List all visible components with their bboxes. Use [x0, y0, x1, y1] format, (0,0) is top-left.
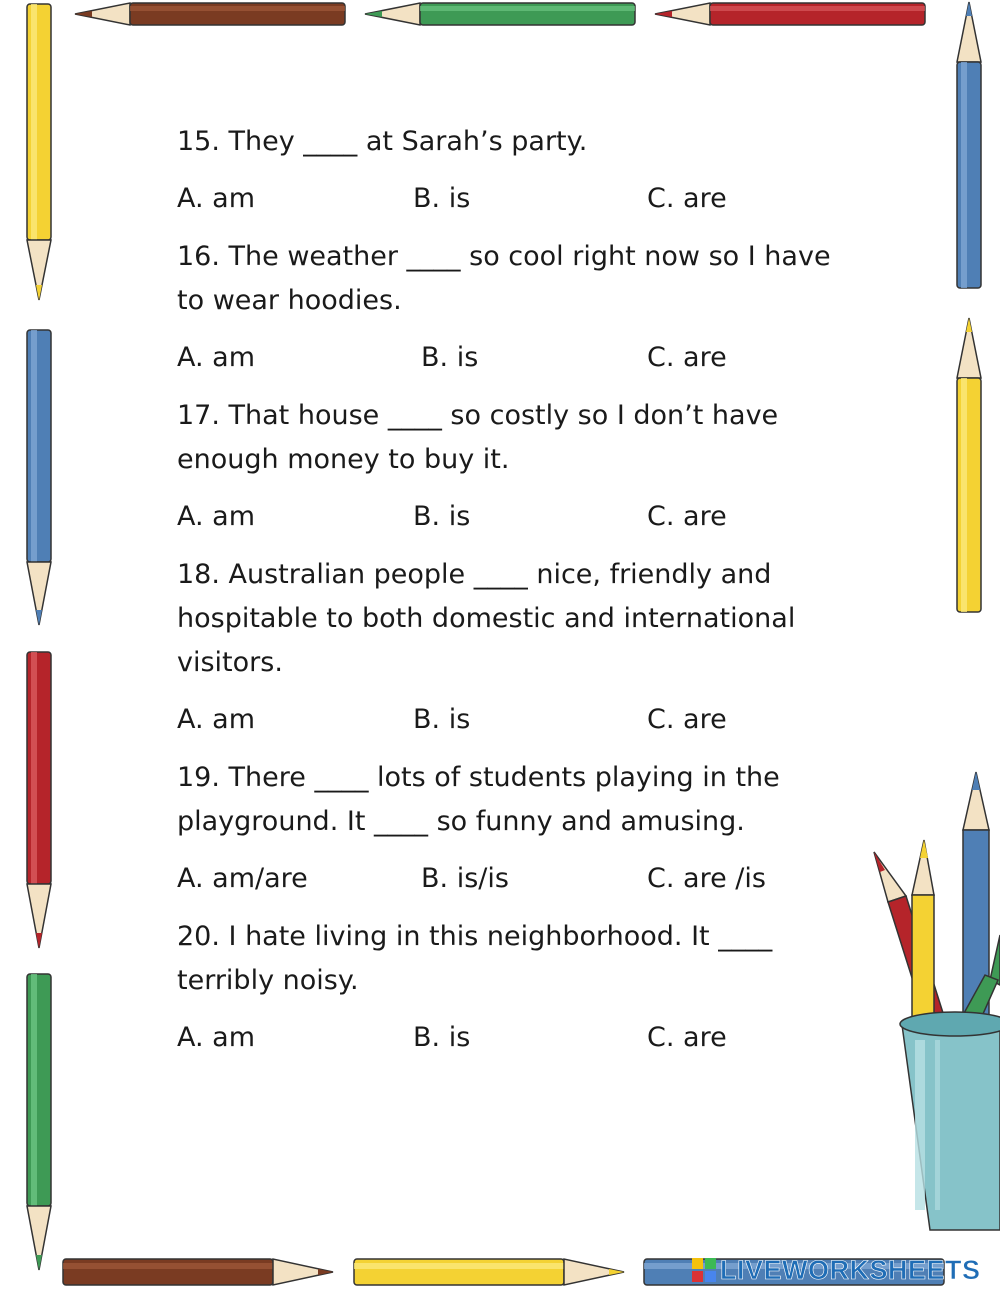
pencil-green-top-icon: [365, 3, 635, 25]
option-b[interactable]: B. is: [413, 704, 471, 735]
question-line: enough money to buy it.: [177, 444, 510, 475]
liveworksheets-logo-icon: [692, 1258, 716, 1282]
question-20: [177, 915, 877, 1060]
question-17: [177, 394, 877, 539]
question-line: visitors.: [177, 647, 283, 678]
option-b[interactable]: B. is/is: [421, 863, 509, 894]
pencil-blue-right-icon: [957, 2, 981, 288]
option-a[interactable]: A. am: [177, 704, 256, 735]
option-b[interactable]: B. is: [413, 183, 471, 214]
question-line: 20. I hate living in this neighborhood. It ____: [177, 921, 773, 952]
answer-options: [177, 1016, 877, 1060]
pencil-red-top-icon: [655, 3, 925, 25]
option-c[interactable]: C. are: [647, 183, 727, 214]
question-line: 16. The weather ____ so cool right now so I have: [177, 241, 831, 272]
option-b[interactable]: B. is: [413, 501, 471, 532]
pencil-red-left-icon: [27, 652, 51, 948]
answer-options: [177, 336, 877, 380]
pencil-yellow-right-icon: [957, 318, 981, 612]
worksheet: [177, 120, 877, 1074]
question-18: [177, 553, 877, 742]
option-a[interactable]: A. am: [177, 342, 256, 373]
answer-options: [177, 495, 877, 539]
question-text: [177, 394, 877, 482]
option-a[interactable]: A. am/are: [177, 863, 308, 894]
option-c[interactable]: C. are: [647, 501, 727, 532]
answer-options: [177, 857, 877, 901]
question-15: [177, 120, 877, 221]
option-c[interactable]: C. are: [647, 704, 727, 735]
question-text: [177, 553, 877, 685]
answer-options: [177, 177, 877, 221]
option-c[interactable]: C. are /is: [647, 863, 766, 894]
pencil-brown-top-icon: [75, 3, 345, 25]
question-line: hospitable to both domestic and international: [177, 603, 796, 634]
answer-options: [177, 698, 877, 742]
question-text: [177, 120, 877, 164]
question-line: playground. It ____ so funny and amusing.: [177, 806, 745, 837]
question-line: 19. There ____ lots of students playing in the: [177, 762, 780, 793]
pencil-cup-icon: [874, 772, 1000, 1230]
question-text: [177, 235, 877, 323]
pencil-brown-bottom-icon: [63, 1259, 333, 1285]
question-line: terribly noisy.: [177, 965, 359, 996]
liveworksheets-watermark: [692, 1254, 981, 1286]
question-text: [177, 915, 877, 1003]
question-line: 17. That house ____ so costly so I don’t have: [177, 400, 779, 431]
pencil-yellow-bottom-icon: [354, 1259, 624, 1285]
option-b[interactable]: B. is: [413, 1022, 471, 1053]
pencil-green-left-icon: [27, 974, 51, 1270]
pencil-yellow-left-icon: [27, 4, 51, 300]
pencil-blue-left-icon: [27, 330, 51, 625]
option-c[interactable]: C. are: [647, 1022, 727, 1053]
question-line: 18. Australian people ____ nice, friendly and: [177, 559, 772, 590]
question-line: 15. They ____ at Sarah’s party.: [177, 126, 588, 157]
option-a[interactable]: A. am: [177, 183, 256, 214]
question-text: [177, 756, 877, 844]
option-a[interactable]: A. am: [177, 1022, 256, 1053]
option-b[interactable]: B. is: [421, 342, 479, 373]
option-c[interactable]: C. are: [647, 342, 727, 373]
question-16: [177, 235, 877, 380]
question-line: to wear hoodies.: [177, 285, 402, 316]
brand-text: LIVEWORKSHEETS: [720, 1254, 981, 1285]
option-a[interactable]: A. am: [177, 501, 256, 532]
question-19: [177, 756, 877, 901]
